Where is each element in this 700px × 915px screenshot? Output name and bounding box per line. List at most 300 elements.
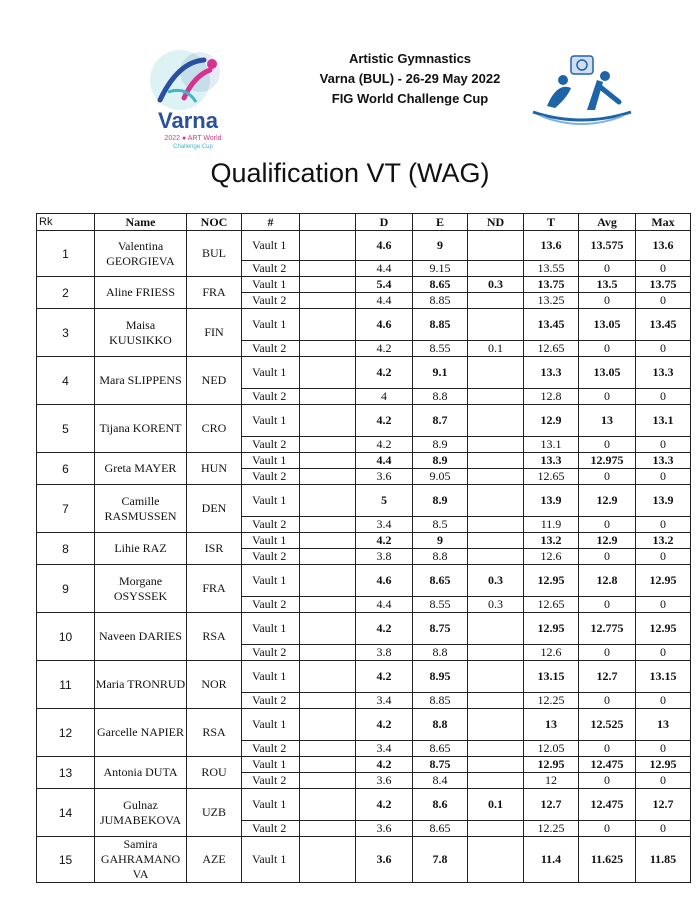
score-d: 3.4 [356, 741, 413, 757]
score-t: 13.45 [524, 309, 579, 341]
score-max: 13.9 [636, 485, 691, 517]
score-e: 9 [413, 231, 468, 261]
rank-cell: 11 [37, 661, 95, 709]
score-nd [468, 837, 524, 883]
rank-cell: 7 [37, 485, 95, 533]
score-nd [468, 261, 524, 277]
score-nd [468, 773, 524, 789]
score-t: 13 [524, 709, 579, 741]
score-d: 4.6 [356, 309, 413, 341]
blank-cell [300, 231, 356, 261]
score-nd [468, 517, 524, 533]
blank-cell [300, 533, 356, 549]
table-row [37, 789, 691, 821]
score-avg: 0 [579, 293, 636, 309]
score-e: 8.75 [413, 757, 468, 773]
column-header: ND [468, 214, 524, 231]
score-t: 13.6 [524, 231, 579, 261]
score-d: 4.2 [356, 357, 413, 389]
score-max: 0 [636, 773, 691, 789]
score-e: 8.8 [413, 709, 468, 741]
score-t: 12.65 [524, 597, 579, 613]
score-d: 4.4 [356, 261, 413, 277]
score-avg: 0 [579, 821, 636, 837]
score-avg: 0 [579, 437, 636, 453]
vault-label: Vault 1 [242, 757, 300, 773]
athlete-name: Mara SLIPPENS [95, 357, 187, 405]
athlete-name: Aline FRIESS [95, 277, 187, 309]
athlete-name: Valentina GEORGIEVA [95, 231, 187, 277]
vault-label: Vault 2 [242, 645, 300, 661]
blank-cell [300, 741, 356, 757]
score-d: 4.2 [356, 661, 413, 693]
score-e: 8.65 [413, 565, 468, 597]
score-nd [468, 293, 524, 309]
blank-cell [300, 837, 356, 883]
noc-cell: HUN [187, 453, 242, 485]
svg-text:Varna: Varna [158, 108, 218, 133]
score-avg: 0 [579, 773, 636, 789]
score-t: 12 [524, 773, 579, 789]
score-nd [468, 613, 524, 645]
vault-label: Vault 2 [242, 469, 300, 485]
blank-cell [300, 693, 356, 709]
score-t: 13.55 [524, 261, 579, 277]
score-t: 12.95 [524, 613, 579, 645]
blank-cell [300, 485, 356, 517]
score-e: 8.4 [413, 773, 468, 789]
score-avg: 0 [579, 517, 636, 533]
score-nd [468, 549, 524, 565]
column-header: D [356, 214, 413, 231]
score-max: 0 [636, 469, 691, 485]
column-header: T [524, 214, 579, 231]
noc-cell: AZE [187, 837, 242, 883]
athlete-name: Morgane OSYSSEK [95, 565, 187, 613]
score-t: 12.6 [524, 549, 579, 565]
score-e: 8.5 [413, 517, 468, 533]
score-nd [468, 437, 524, 453]
table-row [37, 565, 691, 597]
score-d: 4.2 [356, 757, 413, 773]
score-t: 12.25 [524, 821, 579, 837]
athlete-name: Tijana KORENT [95, 405, 187, 453]
score-avg: 13 [579, 405, 636, 437]
score-avg: 11.625 [579, 837, 636, 883]
score-t: 13.9 [524, 485, 579, 517]
score-e: 9 [413, 533, 468, 549]
score-t: 13.25 [524, 293, 579, 309]
score-avg: 12.525 [579, 709, 636, 741]
vault-label: Vault 1 [242, 453, 300, 469]
score-nd [468, 693, 524, 709]
vault-label: Vault 1 [242, 405, 300, 437]
score-t: 13.1 [524, 437, 579, 453]
table-row [37, 309, 691, 341]
vault-label: Vault 2 [242, 741, 300, 757]
athlete-name: Naveen DARIES [95, 613, 187, 661]
table-row [37, 613, 691, 645]
score-t: 13.2 [524, 533, 579, 549]
score-t: 11.4 [524, 837, 579, 883]
score-d: 4.4 [356, 293, 413, 309]
score-max: 11.85 [636, 837, 691, 883]
score-d: 4.2 [356, 613, 413, 645]
score-d: 4.2 [356, 405, 413, 437]
score-d: 3.6 [356, 837, 413, 883]
table-row [37, 485, 691, 517]
score-t: 12.95 [524, 565, 579, 597]
score-t: 12.9 [524, 405, 579, 437]
score-e: 8.75 [413, 613, 468, 645]
column-header: NOC [187, 214, 242, 231]
score-e: 8.8 [413, 389, 468, 405]
score-avg: 0 [579, 261, 636, 277]
score-avg: 12.475 [579, 757, 636, 773]
score-avg: 13.575 [579, 231, 636, 261]
score-avg: 12.8 [579, 565, 636, 597]
score-e: 8.65 [413, 741, 468, 757]
score-max: 12.95 [636, 565, 691, 597]
score-avg: 0 [579, 693, 636, 709]
table-row [37, 277, 691, 293]
score-max: 13.45 [636, 309, 691, 341]
noc-cell: FIN [187, 309, 242, 357]
score-nd [468, 821, 524, 837]
rank-cell: 15 [37, 837, 95, 883]
column-header: E [413, 214, 468, 231]
score-t: 12.7 [524, 789, 579, 821]
blank-cell [300, 469, 356, 485]
score-nd [468, 453, 524, 469]
varna-2022-logo [138, 42, 238, 154]
rank-cell: 4 [37, 357, 95, 405]
vault-label: Vault 1 [242, 565, 300, 597]
score-e: 8.9 [413, 453, 468, 469]
noc-cell: ISR [187, 533, 242, 565]
table-row [37, 837, 691, 883]
score-d: 4.6 [356, 231, 413, 261]
score-nd [468, 741, 524, 757]
table-row [37, 533, 691, 549]
vault-label: Vault 2 [242, 517, 300, 533]
score-nd: 0.1 [468, 341, 524, 357]
score-t: 13.75 [524, 277, 579, 293]
table-row [37, 453, 691, 469]
score-d: 3.4 [356, 517, 413, 533]
blank-cell [300, 661, 356, 693]
noc-cell: NOR [187, 661, 242, 709]
blank-cell [300, 613, 356, 645]
vault-label: Vault 1 [242, 357, 300, 389]
blank-cell [300, 293, 356, 309]
score-avg: 12.9 [579, 533, 636, 549]
vault-label: Vault 1 [242, 485, 300, 517]
score-max: 13.1 [636, 405, 691, 437]
score-e: 8.55 [413, 597, 468, 613]
table-row [37, 405, 691, 437]
results-table [36, 213, 691, 883]
score-nd [468, 709, 524, 741]
column-header: Rk [37, 214, 95, 231]
score-avg: 13.5 [579, 277, 636, 293]
score-t: 13.3 [524, 453, 579, 469]
score-avg: 12.9 [579, 485, 636, 517]
score-nd [468, 757, 524, 773]
score-nd: 0.1 [468, 789, 524, 821]
score-nd: 0.3 [468, 277, 524, 293]
score-d: 4.2 [356, 533, 413, 549]
score-max: 0 [636, 597, 691, 613]
event-header [290, 49, 530, 109]
table-row [37, 231, 691, 261]
score-max: 12.95 [636, 613, 691, 645]
score-avg: 0 [579, 389, 636, 405]
vault-label: Vault 2 [242, 693, 300, 709]
column-header: # [242, 214, 300, 231]
rank-cell: 1 [37, 231, 95, 277]
score-max: 0 [636, 437, 691, 453]
score-e: 8.9 [413, 437, 468, 453]
score-avg: 12.775 [579, 613, 636, 645]
noc-cell: ROU [187, 757, 242, 789]
athlete-name: Samira GAHRAMANO VA [95, 837, 187, 883]
noc-cell: NED [187, 357, 242, 405]
noc-cell: RSA [187, 709, 242, 757]
noc-cell: BUL [187, 231, 242, 277]
score-nd: 0.3 [468, 597, 524, 613]
score-e: 9.15 [413, 261, 468, 277]
vault-label: Vault 1 [242, 231, 300, 261]
score-max: 12.7 [636, 789, 691, 821]
score-e: 8.9 [413, 485, 468, 517]
athlete-name: Camille RASMUSSEN [95, 485, 187, 533]
score-e: 8.7 [413, 405, 468, 437]
score-max: 0 [636, 693, 691, 709]
blank-cell [300, 757, 356, 773]
table-header-row [37, 214, 691, 231]
rank-cell: 8 [37, 533, 95, 565]
score-avg: 13.05 [579, 357, 636, 389]
score-avg: 0 [579, 741, 636, 757]
rank-cell: 6 [37, 453, 95, 485]
score-nd [468, 389, 524, 405]
score-avg: 12.7 [579, 661, 636, 693]
score-e: 8.55 [413, 341, 468, 357]
blank-cell [300, 389, 356, 405]
vault-label: Vault 2 [242, 261, 300, 277]
blank-cell [300, 597, 356, 613]
table-row [37, 661, 691, 693]
score-t: 13.3 [524, 357, 579, 389]
fig-logo [527, 52, 635, 134]
score-e: 8.85 [413, 293, 468, 309]
score-max: 13.3 [636, 453, 691, 469]
score-max: 0 [636, 549, 691, 565]
score-d: 4.2 [356, 709, 413, 741]
blank-cell [300, 821, 356, 837]
score-max: 0 [636, 341, 691, 357]
blank-cell [300, 341, 356, 357]
score-d: 3.6 [356, 469, 413, 485]
vault-label: Vault 2 [242, 437, 300, 453]
vault-label: Vault 2 [242, 773, 300, 789]
score-max: 13.3 [636, 357, 691, 389]
vault-label: Vault 2 [242, 549, 300, 565]
athlete-name: Gulnaz JUMABEKOVA [95, 789, 187, 837]
score-d: 4.4 [356, 453, 413, 469]
blank-cell [300, 453, 356, 469]
score-max: 0 [636, 389, 691, 405]
athlete-name: Antonia DUTA [95, 757, 187, 789]
score-e: 8.6 [413, 789, 468, 821]
score-d: 5 [356, 485, 413, 517]
score-max: 0 [636, 261, 691, 277]
noc-cell: CRO [187, 405, 242, 453]
score-avg: 0 [579, 597, 636, 613]
score-max: 13.75 [636, 277, 691, 293]
noc-cell: UZB [187, 789, 242, 837]
column-header [300, 214, 356, 231]
score-max: 13.15 [636, 661, 691, 693]
score-d: 3.6 [356, 773, 413, 789]
score-e: 8.85 [413, 309, 468, 341]
column-header: Avg [579, 214, 636, 231]
score-e: 8.95 [413, 661, 468, 693]
rank-cell: 10 [37, 613, 95, 661]
score-nd [468, 357, 524, 389]
score-d: 4.6 [356, 565, 413, 597]
score-d: 3.8 [356, 549, 413, 565]
score-nd [468, 661, 524, 693]
score-avg: 0 [579, 341, 636, 357]
rank-cell: 3 [37, 309, 95, 357]
noc-cell: DEN [187, 485, 242, 533]
vault-label: Vault 1 [242, 789, 300, 821]
score-nd [468, 533, 524, 549]
vault-label: Vault 2 [242, 821, 300, 837]
score-avg: 12.975 [579, 453, 636, 469]
score-avg: 0 [579, 645, 636, 661]
blank-cell [300, 709, 356, 741]
rank-cell: 9 [37, 565, 95, 613]
score-max: 0 [636, 645, 691, 661]
athlete-name: Greta MAYER [95, 453, 187, 485]
vault-label: Vault 1 [242, 309, 300, 341]
score-nd: 0.3 [468, 565, 524, 597]
blank-cell [300, 357, 356, 389]
rank-cell: 5 [37, 405, 95, 453]
column-header: Name [95, 214, 187, 231]
score-avg: 12.475 [579, 789, 636, 821]
score-t: 12.6 [524, 645, 579, 661]
vault-label: Vault 1 [242, 837, 300, 883]
vault-label: Vault 1 [242, 613, 300, 645]
score-t: 12.25 [524, 693, 579, 709]
athlete-name: Garcelle NAPIER [95, 709, 187, 757]
score-e: 8.65 [413, 821, 468, 837]
blank-cell [300, 789, 356, 821]
blank-cell [300, 773, 356, 789]
blank-cell [300, 565, 356, 597]
score-nd [468, 469, 524, 485]
vault-label: Vault 2 [242, 293, 300, 309]
score-max: 13.2 [636, 533, 691, 549]
blank-cell [300, 517, 356, 533]
score-max: 12.95 [636, 757, 691, 773]
score-max: 0 [636, 821, 691, 837]
score-max: 13.6 [636, 231, 691, 261]
table-row [37, 357, 691, 389]
score-avg: 0 [579, 469, 636, 485]
athlete-name: Lihie RAZ [95, 533, 187, 565]
score-d: 4.2 [356, 789, 413, 821]
score-e: 8.8 [413, 645, 468, 661]
score-e: 8.8 [413, 549, 468, 565]
score-nd [468, 485, 524, 517]
noc-cell: FRA [187, 277, 242, 309]
blank-cell [300, 261, 356, 277]
score-t: 12.95 [524, 757, 579, 773]
score-nd [468, 405, 524, 437]
score-avg: 0 [579, 549, 636, 565]
column-header: Max [636, 214, 691, 231]
score-d: 4.2 [356, 437, 413, 453]
event-location-dates: Varna (BUL) - 26-29 May 2022 [319, 71, 501, 86]
noc-cell: RSA [187, 613, 242, 661]
svg-text:2022 ● ART World: 2022 ● ART World [164, 135, 222, 142]
score-max: 0 [636, 517, 691, 533]
score-e: 9.05 [413, 469, 468, 485]
svg-text:Challenge Cup: Challenge Cup [173, 144, 213, 150]
rank-cell: 2 [37, 277, 95, 309]
score-t: 12.05 [524, 741, 579, 757]
table-row [37, 709, 691, 741]
score-d: 4.2 [356, 341, 413, 357]
athlete-name: Maria TRONRUD [95, 661, 187, 709]
score-nd [468, 645, 524, 661]
event-discipline: Artistic Gymnastics [348, 51, 472, 66]
score-d: 3.6 [356, 821, 413, 837]
score-max: 0 [636, 293, 691, 309]
score-d: 5.4 [356, 277, 413, 293]
score-avg: 13.05 [579, 309, 636, 341]
score-t: 11.9 [524, 517, 579, 533]
blank-cell [300, 309, 356, 341]
rank-cell: 12 [37, 709, 95, 757]
vault-label: Vault 2 [242, 597, 300, 613]
blank-cell [300, 437, 356, 453]
score-e: 8.85 [413, 693, 468, 709]
score-d: 3.8 [356, 645, 413, 661]
noc-cell: FRA [187, 565, 242, 613]
blank-cell [300, 549, 356, 565]
score-nd [468, 231, 524, 261]
blank-cell [300, 645, 356, 661]
vault-label: Vault 1 [242, 277, 300, 293]
table-row [37, 757, 691, 773]
score-t: 12.8 [524, 389, 579, 405]
score-e: 7.8 [413, 837, 468, 883]
rank-cell: 13 [37, 757, 95, 789]
score-e: 8.65 [413, 277, 468, 293]
vault-label: Vault 1 [242, 661, 300, 693]
vault-label: Vault 1 [242, 709, 300, 741]
rank-cell: 14 [37, 789, 95, 837]
blank-cell [300, 405, 356, 437]
score-max: 0 [636, 741, 691, 757]
score-nd [468, 309, 524, 341]
